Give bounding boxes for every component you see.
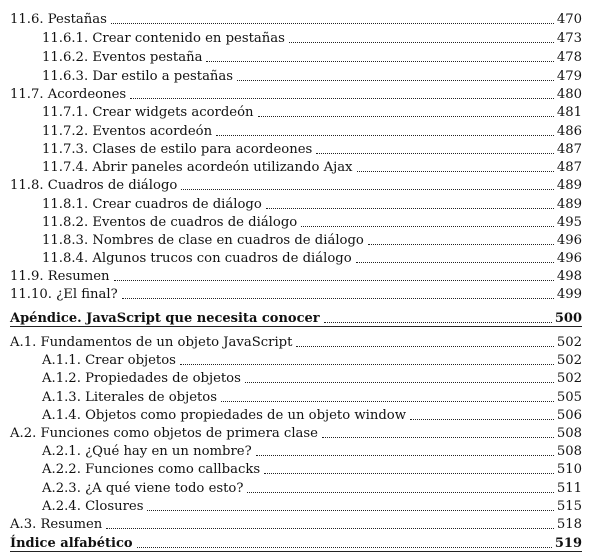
toc-entry xyxy=(0,8,600,28)
dot-leader xyxy=(206,61,553,62)
dot-leader xyxy=(256,455,554,456)
toc-entry xyxy=(0,386,600,406)
dot-leader xyxy=(180,364,554,365)
entry-label: 11.8. Cuadros de diálogo xyxy=(10,178,178,193)
dot-leader xyxy=(245,382,554,383)
entry-page: 486 xyxy=(556,124,582,139)
toc-entry xyxy=(0,495,600,515)
toc-entry xyxy=(0,477,600,497)
dot-leader xyxy=(296,346,553,347)
entry-page: 481 xyxy=(556,105,582,120)
entry-page: 479 xyxy=(556,69,582,84)
dot-leader xyxy=(114,280,554,281)
entry-label: 11.8.1. Crear cuadros de diálogo xyxy=(42,197,262,212)
entry-label: A.3. Resumen xyxy=(10,517,103,532)
toc-entry xyxy=(0,156,600,176)
dot-leader xyxy=(266,208,554,209)
entry-page: 502 xyxy=(556,353,582,368)
toc-entry xyxy=(0,404,600,424)
entry-page: 470 xyxy=(556,12,582,27)
dot-leader xyxy=(147,510,553,511)
dot-leader xyxy=(289,42,554,43)
toc-entry xyxy=(0,367,600,387)
dot-leader xyxy=(111,23,554,24)
entry-page: 519 xyxy=(554,536,582,551)
entry-label: A.1.3. Literales de objetos xyxy=(42,390,218,405)
toc-entry xyxy=(0,83,600,103)
entry-label: A.1.4. Objetos como propiedades de un objeto window xyxy=(42,408,407,423)
entry-label: 11.6.1. Crear contenido en pestañas xyxy=(42,31,285,46)
toc-entry xyxy=(0,27,600,47)
entry-label: Apéndice. JavaScript que necesita conocer xyxy=(10,311,320,326)
toc-entry xyxy=(0,349,600,369)
dot-leader xyxy=(316,153,554,154)
dot-leader xyxy=(237,80,554,81)
entry-label: 11.9. Resumen xyxy=(10,269,110,284)
toc-entry xyxy=(0,65,600,85)
entry-page: 480 xyxy=(556,87,582,102)
entry-label: 11.7.1. Crear widgets acordeón xyxy=(42,105,254,120)
entry-label: A.1.2. Propiedades de objetos xyxy=(42,371,241,386)
dot-leader xyxy=(410,419,554,420)
dot-leader xyxy=(130,98,554,99)
toc-entry xyxy=(0,211,600,231)
entry-page: 505 xyxy=(556,390,582,405)
entry-label: 11.8.3. Nombres de clase en cuadros de diálogo xyxy=(42,233,364,248)
dot-leader xyxy=(216,135,554,136)
dot-leader xyxy=(264,473,554,474)
entry-page: 498 xyxy=(556,269,582,284)
entry-label: 11.7.4. Abrir paneles acordeón utilizando Ajax xyxy=(42,160,353,175)
entry-page: 473 xyxy=(556,31,582,46)
toc-entry xyxy=(0,458,600,478)
entry-label: 11.7.3. Clases de estilo para acordeones xyxy=(42,142,313,157)
entry-page: 499 xyxy=(556,287,582,302)
entry-label: A.1.1. Crear objetos xyxy=(42,353,176,368)
toc-entry xyxy=(0,174,600,194)
dot-leader xyxy=(357,171,554,172)
dot-leader xyxy=(181,189,553,190)
dot-leader xyxy=(247,492,553,493)
toc-entry xyxy=(0,513,600,533)
entry-page: 496 xyxy=(556,251,582,266)
entry-page: 495 xyxy=(556,215,582,230)
section-rule xyxy=(10,551,582,552)
toc-entry xyxy=(0,101,600,121)
entry-label: Índice alfabético xyxy=(10,536,133,551)
toc-entry xyxy=(0,46,600,66)
toc-entry xyxy=(0,247,600,267)
entry-page: 518 xyxy=(556,517,582,532)
entry-page: 515 xyxy=(556,499,582,514)
entry-page: 506 xyxy=(556,408,582,423)
entry-label: 11.7.2. Eventos acordeón xyxy=(42,124,213,139)
entry-label: 11.8.4. Algunos trucos con cuadros de diálogo xyxy=(42,251,352,266)
toc-entry xyxy=(0,283,600,303)
toc-entry xyxy=(0,440,600,460)
dot-leader xyxy=(221,401,554,402)
dot-leader xyxy=(106,528,554,529)
toc-entry xyxy=(0,265,600,285)
dot-leader xyxy=(324,322,552,323)
entry-page: 487 xyxy=(556,160,582,175)
entry-label: 11.6.2. Eventos pestaña xyxy=(42,50,203,65)
toc-entry xyxy=(0,138,600,158)
dot-leader xyxy=(356,262,554,263)
entry-label: 11.6.3. Dar estilo a pestañas xyxy=(42,69,234,84)
entry-page: 502 xyxy=(556,371,582,386)
entry-label: 11.7. Acordeones xyxy=(10,87,127,102)
entry-label: A.2. Funciones como objetos de primera clase xyxy=(10,426,318,441)
entry-label: 11.6. Pestañas xyxy=(10,12,107,27)
entry-label: A.2.3. ¿A qué viene todo esto? xyxy=(42,481,244,496)
entry-label: A.2.2. Funciones como callbacks xyxy=(42,462,261,477)
toc-entry xyxy=(0,193,600,213)
toc-entry xyxy=(0,331,600,351)
entry-page: 502 xyxy=(556,335,582,350)
entry-page: 478 xyxy=(556,50,582,65)
entry-label: 11.8.2. Eventos de cuadros de diálogo xyxy=(42,215,298,230)
entry-page: 489 xyxy=(556,178,582,193)
entry-label: A.2.4. Closures xyxy=(42,499,144,514)
dot-leader xyxy=(137,547,552,548)
dot-leader xyxy=(301,226,554,227)
entry-page: 487 xyxy=(556,142,582,157)
entry-page: 500 xyxy=(554,311,582,326)
toc-entry xyxy=(0,422,600,442)
dot-leader xyxy=(368,244,554,245)
entry-page: 511 xyxy=(556,481,582,496)
entry-label: A.2.1. ¿Qué hay en un nombre? xyxy=(42,444,252,459)
entry-label: 11.10. ¿El final? xyxy=(10,287,118,302)
entry-page: 508 xyxy=(556,444,582,459)
dot-leader xyxy=(322,437,554,438)
entry-page: 508 xyxy=(556,426,582,441)
toc-entry xyxy=(0,120,600,140)
dot-leader xyxy=(258,116,554,117)
dot-leader xyxy=(122,298,554,299)
section-rule xyxy=(10,326,582,327)
toc-entry xyxy=(0,229,600,249)
entry-page: 510 xyxy=(556,462,582,477)
entry-label: A.1. Fundamentos de un objeto JavaScript xyxy=(10,335,293,350)
entry-page: 489 xyxy=(556,197,582,212)
toc-section-heading xyxy=(0,307,600,327)
entry-page: 496 xyxy=(556,233,582,248)
toc-section-heading xyxy=(0,532,600,552)
